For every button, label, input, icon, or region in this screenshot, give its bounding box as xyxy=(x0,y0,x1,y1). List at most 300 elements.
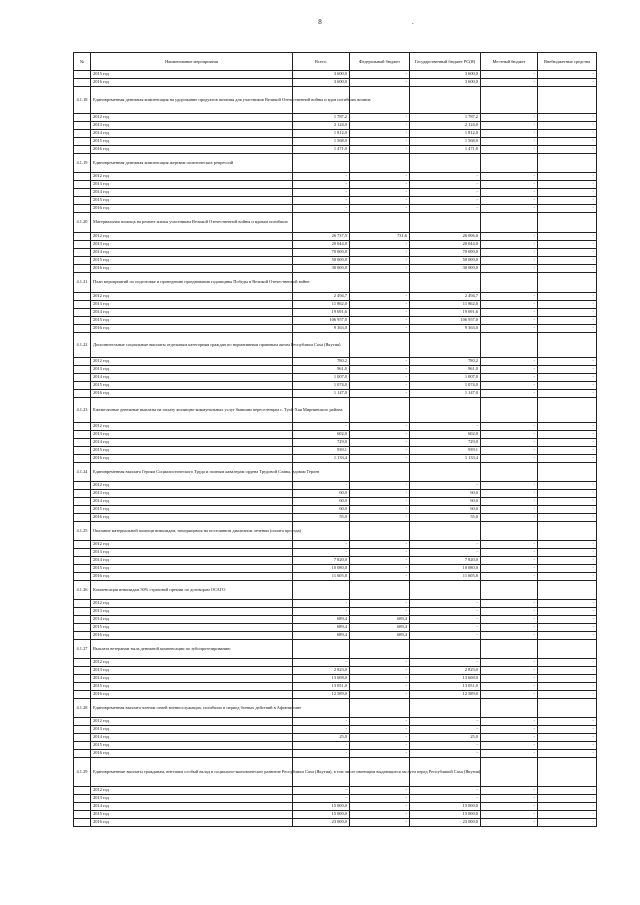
cell-name: 2016 год xyxy=(91,691,293,699)
cell-extra: - xyxy=(538,431,597,439)
cell-state: 106 957,0 xyxy=(410,317,481,325)
cell-name: 2015 год xyxy=(91,257,293,265)
cell-total: 689,4 xyxy=(293,632,350,640)
cell-extra: - xyxy=(538,181,597,189)
cell-state: - xyxy=(410,189,481,197)
cell-extra: - xyxy=(538,173,597,181)
cell-federal: - xyxy=(350,557,410,565)
cell-local: - xyxy=(481,455,538,463)
year-row xyxy=(74,734,597,742)
year-row xyxy=(74,683,597,691)
cell-federal: - xyxy=(350,265,410,273)
cell-number xyxy=(74,490,91,498)
cell-extra: - xyxy=(538,600,597,608)
cell-number: 4.1.24 xyxy=(74,463,91,482)
cell-local: - xyxy=(481,549,538,557)
cell-state: 20 044,0 xyxy=(410,241,481,249)
cell-federal xyxy=(350,463,410,482)
cell-total: - xyxy=(293,726,350,734)
cell-local: - xyxy=(481,742,538,750)
cell-name: 2013 год xyxy=(91,490,293,498)
cell-federal: - xyxy=(350,795,410,803)
cell-total: - xyxy=(293,189,350,197)
cell-local: - xyxy=(481,600,538,608)
cell-state: 60,0 xyxy=(410,490,481,498)
cell-total: - xyxy=(293,787,350,795)
cell-federal: - xyxy=(350,750,410,758)
cell-federal: - xyxy=(350,257,410,265)
cell-number: 4.1.27 xyxy=(74,640,91,659)
cell-extra: - xyxy=(538,423,597,431)
cell-name: 2016 год xyxy=(91,750,293,758)
cell-local: - xyxy=(481,130,538,138)
cell-local: - xyxy=(481,382,538,390)
cell-state: 15 000,0 xyxy=(410,811,481,819)
cell-total: 9 363,0 xyxy=(293,325,350,333)
cell-number xyxy=(74,811,91,819)
cell-name: Ежемесячные денежные выплаты на оплату жилищно-коммунальных услуг бывшим переселенцам с. Туой-Хая Мирнинского района xyxy=(91,398,293,423)
cell-state: 23 000,0 xyxy=(410,819,481,827)
cell-state: - xyxy=(410,718,481,726)
cell-name: 2016 год xyxy=(91,819,293,827)
cell-federal: - xyxy=(350,181,410,189)
cell-state: - xyxy=(410,541,481,549)
cell-local: - xyxy=(481,146,538,154)
cell-name: 2016 год xyxy=(91,514,293,522)
cell-name: 2013 год xyxy=(91,181,293,189)
cell-name: 2015 год xyxy=(91,317,293,325)
cell-total xyxy=(293,213,350,233)
cell-extra: - xyxy=(538,482,597,490)
cell-federal: - xyxy=(350,71,410,79)
cell-number xyxy=(74,181,91,189)
cell-total xyxy=(293,581,350,600)
cell-name: Дополнительные социальные выплаты отдельным категориям граждан по нормативным правовым актам Республики Саха (Якутия) xyxy=(91,333,293,358)
cell-number xyxy=(74,632,91,640)
cell-local: - xyxy=(481,173,538,181)
cell-state xyxy=(410,463,481,482)
cell-local: - xyxy=(481,811,538,819)
cell-number xyxy=(74,257,91,265)
cell-name: План мероприятий по подготовке и проведению празднования годовщины Победы в Великой Отечественной войне xyxy=(91,273,293,293)
cell-total: - xyxy=(293,549,350,557)
cell-local: - xyxy=(481,608,538,616)
cell-total: 3 600,0 xyxy=(293,79,350,87)
cell-total: 1 568,0 xyxy=(293,138,350,146)
activity-row xyxy=(74,333,597,358)
cell-local: - xyxy=(481,803,538,811)
year-row xyxy=(74,173,597,181)
year-row xyxy=(74,557,597,565)
cell-number xyxy=(74,301,91,309)
header-number: № xyxy=(74,53,91,71)
cell-number xyxy=(74,293,91,301)
year-row xyxy=(74,811,597,819)
cell-state: 15 000,0 xyxy=(410,803,481,811)
cell-total: 20 044,0 xyxy=(293,241,350,249)
year-row xyxy=(74,616,597,624)
cell-name: 2013 год xyxy=(91,431,293,439)
cell-federal: - xyxy=(350,608,410,616)
cell-local: - xyxy=(481,482,538,490)
cell-federal: - xyxy=(350,819,410,827)
cell-total: - xyxy=(293,423,350,431)
corner-mark: . xyxy=(412,18,414,26)
cell-number: 4.1.23 xyxy=(74,398,91,423)
year-row xyxy=(74,301,597,309)
cell-local: - xyxy=(481,557,538,565)
cell-total: 939,1 xyxy=(293,447,350,455)
year-row xyxy=(74,608,597,616)
cell-name: 2012 год xyxy=(91,718,293,726)
cell-local: - xyxy=(481,439,538,447)
cell-federal xyxy=(350,522,410,541)
cell-extra: - xyxy=(538,734,597,742)
cell-extra: - xyxy=(538,498,597,506)
cell-name: 2014 год xyxy=(91,130,293,138)
cell-state: 1 147,0 xyxy=(410,390,481,398)
cell-total: 15 000,0 xyxy=(293,803,350,811)
cell-state: - xyxy=(410,482,481,490)
cell-number xyxy=(74,659,91,667)
cell-state xyxy=(410,581,481,600)
cell-number xyxy=(74,608,91,616)
cell-local xyxy=(481,463,538,482)
cell-extra xyxy=(538,154,597,173)
cell-state: 1 568,0 xyxy=(410,138,481,146)
cell-number xyxy=(74,205,91,213)
cell-total: 729,0 xyxy=(293,439,350,447)
cell-total: 3 600,0 xyxy=(293,71,350,79)
cell-name: 2014 год xyxy=(91,557,293,565)
cell-local: - xyxy=(481,431,538,439)
cell-federal: - xyxy=(350,718,410,726)
year-row xyxy=(74,541,597,549)
cell-total: 1 074,0 xyxy=(293,382,350,390)
cell-local xyxy=(481,522,538,541)
cell-extra: - xyxy=(538,803,597,811)
cell-local: - xyxy=(481,506,538,514)
cell-federal: - xyxy=(350,325,410,333)
cell-state: 60,0 xyxy=(410,506,481,514)
cell-extra: - xyxy=(538,718,597,726)
cell-number xyxy=(74,565,91,573)
year-row xyxy=(74,233,597,241)
cell-extra: - xyxy=(538,667,597,675)
cell-total: - xyxy=(293,608,350,616)
cell-total: - xyxy=(293,795,350,803)
cell-extra: - xyxy=(538,205,597,213)
cell-local: - xyxy=(481,309,538,317)
cell-name: 2012 год xyxy=(91,482,293,490)
cell-number: 4.1.25 xyxy=(74,522,91,541)
cell-local: - xyxy=(481,249,538,257)
cell-federal: - xyxy=(350,423,410,431)
cell-total: 55,0 xyxy=(293,514,350,522)
activity-row xyxy=(74,522,597,541)
cell-total: - xyxy=(293,197,350,205)
cell-federal: - xyxy=(350,114,410,122)
year-row xyxy=(74,197,597,205)
cell-extra: - xyxy=(538,257,597,265)
header-name: Наименование мероприятия xyxy=(91,53,293,71)
year-row xyxy=(74,490,597,498)
cell-state: 19 691,6 xyxy=(410,309,481,317)
cell-total: 1 471,0 xyxy=(293,146,350,154)
cell-number xyxy=(74,71,91,79)
cell-federal: - xyxy=(350,374,410,382)
year-row xyxy=(74,691,597,699)
cell-federal: - xyxy=(350,138,410,146)
year-row xyxy=(74,79,597,87)
cell-federal: 689,4 xyxy=(350,624,410,632)
year-row xyxy=(74,726,597,734)
cell-number: 4.1.22 xyxy=(74,333,91,358)
cell-state: - xyxy=(410,616,481,624)
cell-federal: - xyxy=(350,358,410,366)
cell-extra: - xyxy=(538,506,597,514)
cell-state: - xyxy=(410,624,481,632)
cell-federal: - xyxy=(350,811,410,819)
cell-local: - xyxy=(481,122,538,130)
cell-state: - xyxy=(410,659,481,667)
cell-state: 2 494,7 xyxy=(410,293,481,301)
cell-state: - xyxy=(410,787,481,795)
year-row xyxy=(74,325,597,333)
cell-state: 13 051,0 xyxy=(410,683,481,691)
cell-number xyxy=(74,742,91,750)
cell-number xyxy=(74,431,91,439)
cell-federal: - xyxy=(350,675,410,683)
cell-name: Единовременная денежная компенсация жертвам политических репрессий xyxy=(91,154,293,173)
cell-name: 2016 год xyxy=(91,573,293,581)
cell-name: 2013 год xyxy=(91,549,293,557)
cell-local: - xyxy=(481,667,538,675)
cell-extra: - xyxy=(538,795,597,803)
cell-total xyxy=(293,522,350,541)
cell-name: Оказание материальной помощи инвалидам, находящимся на постоянном диализном лечении (оплата проезда) xyxy=(91,522,293,541)
cell-state: - xyxy=(410,173,481,181)
cell-state: - xyxy=(410,726,481,734)
cell-local: - xyxy=(481,423,538,431)
cell-local: - xyxy=(481,265,538,273)
cell-state: 2 124,0 xyxy=(410,122,481,130)
cell-state: 50 000,0 xyxy=(410,257,481,265)
cell-number xyxy=(74,130,91,138)
cell-state: - xyxy=(410,742,481,750)
year-row xyxy=(74,431,597,439)
year-row xyxy=(74,241,597,249)
cell-state xyxy=(410,522,481,541)
cell-name: 2016 год xyxy=(91,79,293,87)
cell-state: - xyxy=(410,197,481,205)
cell-federal: - xyxy=(350,691,410,699)
cell-name: 2012 год xyxy=(91,423,293,431)
cell-name: 2012 год xyxy=(91,233,293,241)
cell-number xyxy=(74,317,91,325)
cell-federal: - xyxy=(350,742,410,750)
cell-federal: - xyxy=(350,146,410,154)
cell-federal: - xyxy=(350,565,410,573)
cell-state: - xyxy=(410,181,481,189)
cell-extra: - xyxy=(538,309,597,317)
cell-state: 60,0 xyxy=(410,498,481,506)
year-row xyxy=(74,293,597,301)
year-row xyxy=(74,309,597,317)
cell-state: - xyxy=(410,549,481,557)
cell-federal: - xyxy=(350,197,410,205)
year-row xyxy=(74,549,597,557)
cell-name: 2012 год xyxy=(91,114,293,122)
cell-federal: 689,4 xyxy=(350,632,410,640)
cell-state: 25,0 xyxy=(410,734,481,742)
cell-name: 2012 год xyxy=(91,787,293,795)
cell-local: - xyxy=(481,691,538,699)
cell-total: 2 124,0 xyxy=(293,122,350,130)
cell-local: - xyxy=(481,205,538,213)
cell-number: 4.1.26 xyxy=(74,581,91,600)
cell-extra: - xyxy=(538,549,597,557)
cell-name: 2012 год xyxy=(91,293,293,301)
cell-extra: - xyxy=(538,358,597,366)
cell-name: 2012 год xyxy=(91,600,293,608)
cell-extra: - xyxy=(538,632,597,640)
cell-name: 2013 год xyxy=(91,667,293,675)
year-row xyxy=(74,600,597,608)
cell-state: 1 812,0 xyxy=(410,130,481,138)
cell-federal: - xyxy=(350,667,410,675)
cell-extra: - xyxy=(538,573,597,581)
cell-state: 70 000,0 xyxy=(410,249,481,257)
cell-extra: - xyxy=(538,750,597,758)
cell-local: - xyxy=(481,317,538,325)
cell-state: 7 820,0 xyxy=(410,557,481,565)
cell-name: 2013 год xyxy=(91,608,293,616)
cell-number xyxy=(74,423,91,431)
cell-extra: - xyxy=(538,249,597,257)
year-row xyxy=(74,455,597,463)
cell-name: Единовременные выплаты гражданам, внесшим особый вклад в социально-экономическое развитие Республики Саха (Якутия), в том числе имеющим выдающиеся заслуги перед Республикой Саха (Якутия) xyxy=(91,758,293,787)
cell-number xyxy=(74,734,91,742)
cell-name: 2014 год xyxy=(91,309,293,317)
cell-number xyxy=(74,616,91,624)
cell-total: - xyxy=(293,742,350,750)
cell-number xyxy=(74,197,91,205)
cell-name: 2016 год xyxy=(91,632,293,640)
year-row xyxy=(74,366,597,374)
cell-number xyxy=(74,675,91,683)
cell-extra: - xyxy=(538,390,597,398)
cell-extra: - xyxy=(538,382,597,390)
cell-number xyxy=(74,249,91,257)
cell-name: 2015 год xyxy=(91,71,293,79)
cell-number xyxy=(74,447,91,455)
cell-federal xyxy=(350,699,410,718)
cell-local: - xyxy=(481,490,538,498)
year-row xyxy=(74,71,597,79)
cell-number xyxy=(74,366,91,374)
cell-name: 2014 год xyxy=(91,675,293,683)
year-row xyxy=(74,114,597,122)
year-row xyxy=(74,358,597,366)
cell-extra: - xyxy=(538,197,597,205)
cell-name: 2015 год xyxy=(91,624,293,632)
cell-number xyxy=(74,146,91,154)
cell-number xyxy=(74,541,91,549)
cell-total: 26 737,5 xyxy=(293,233,350,241)
year-row xyxy=(74,659,597,667)
cell-extra xyxy=(538,398,597,423)
year-row xyxy=(74,667,597,675)
cell-federal: - xyxy=(350,787,410,795)
cell-number xyxy=(74,787,91,795)
cell-extra xyxy=(538,758,597,787)
cell-number xyxy=(74,241,91,249)
cell-extra xyxy=(538,213,597,233)
cell-extra: - xyxy=(538,293,597,301)
header-state: Государственный бюджет РС(Я) xyxy=(410,53,481,71)
cell-federal: - xyxy=(350,514,410,522)
cell-state xyxy=(410,333,481,358)
cell-local: - xyxy=(481,624,538,632)
cell-extra: - xyxy=(538,565,597,573)
cell-number xyxy=(74,114,91,122)
year-row xyxy=(74,742,597,750)
cell-extra: - xyxy=(538,490,597,498)
cell-name: Единовременная выплата Героям Социалистического Труда и полным кавалерам ордена Трудовой Славы, вдовам Героев xyxy=(91,463,293,482)
cell-name: 2013 год xyxy=(91,795,293,803)
cell-name: 2012 год xyxy=(91,541,293,549)
cell-local: - xyxy=(481,358,538,366)
cell-extra: - xyxy=(538,455,597,463)
cell-name: 2016 год xyxy=(91,325,293,333)
cell-state: - xyxy=(410,750,481,758)
cell-local: - xyxy=(481,726,538,734)
cell-total: 60,0 xyxy=(293,506,350,514)
cell-total: 1 812,0 xyxy=(293,130,350,138)
cell-federal: - xyxy=(350,600,410,608)
cell-total: 1 007,0 xyxy=(293,374,350,382)
cell-state: 11 862,0 xyxy=(410,301,481,309)
cell-name: 2016 год xyxy=(91,265,293,273)
activity-row xyxy=(74,581,597,600)
cell-name: Выплата ветеранам тыла денежной компенсации по зубопротезированию xyxy=(91,640,293,659)
cell-local: - xyxy=(481,390,538,398)
cell-state: 1 471,0 xyxy=(410,146,481,154)
year-row xyxy=(74,317,597,325)
cell-total: 2 823,0 xyxy=(293,667,350,675)
cell-federal: - xyxy=(350,122,410,130)
cell-number xyxy=(74,439,91,447)
cell-local: - xyxy=(481,541,538,549)
cell-total: 2 494,7 xyxy=(293,293,350,301)
year-row xyxy=(74,374,597,382)
cell-extra xyxy=(538,87,597,114)
cell-local: - xyxy=(481,683,538,691)
cell-local xyxy=(481,273,538,293)
year-row xyxy=(74,138,597,146)
cell-local: - xyxy=(481,659,538,667)
year-row xyxy=(74,439,597,447)
year-row xyxy=(74,819,597,827)
cell-total: 30 000,0 xyxy=(293,265,350,273)
cell-number xyxy=(74,79,91,87)
year-row xyxy=(74,675,597,683)
cell-local: - xyxy=(481,366,538,374)
cell-extra: - xyxy=(538,811,597,819)
cell-federal: - xyxy=(350,549,410,557)
cell-local: - xyxy=(481,718,538,726)
